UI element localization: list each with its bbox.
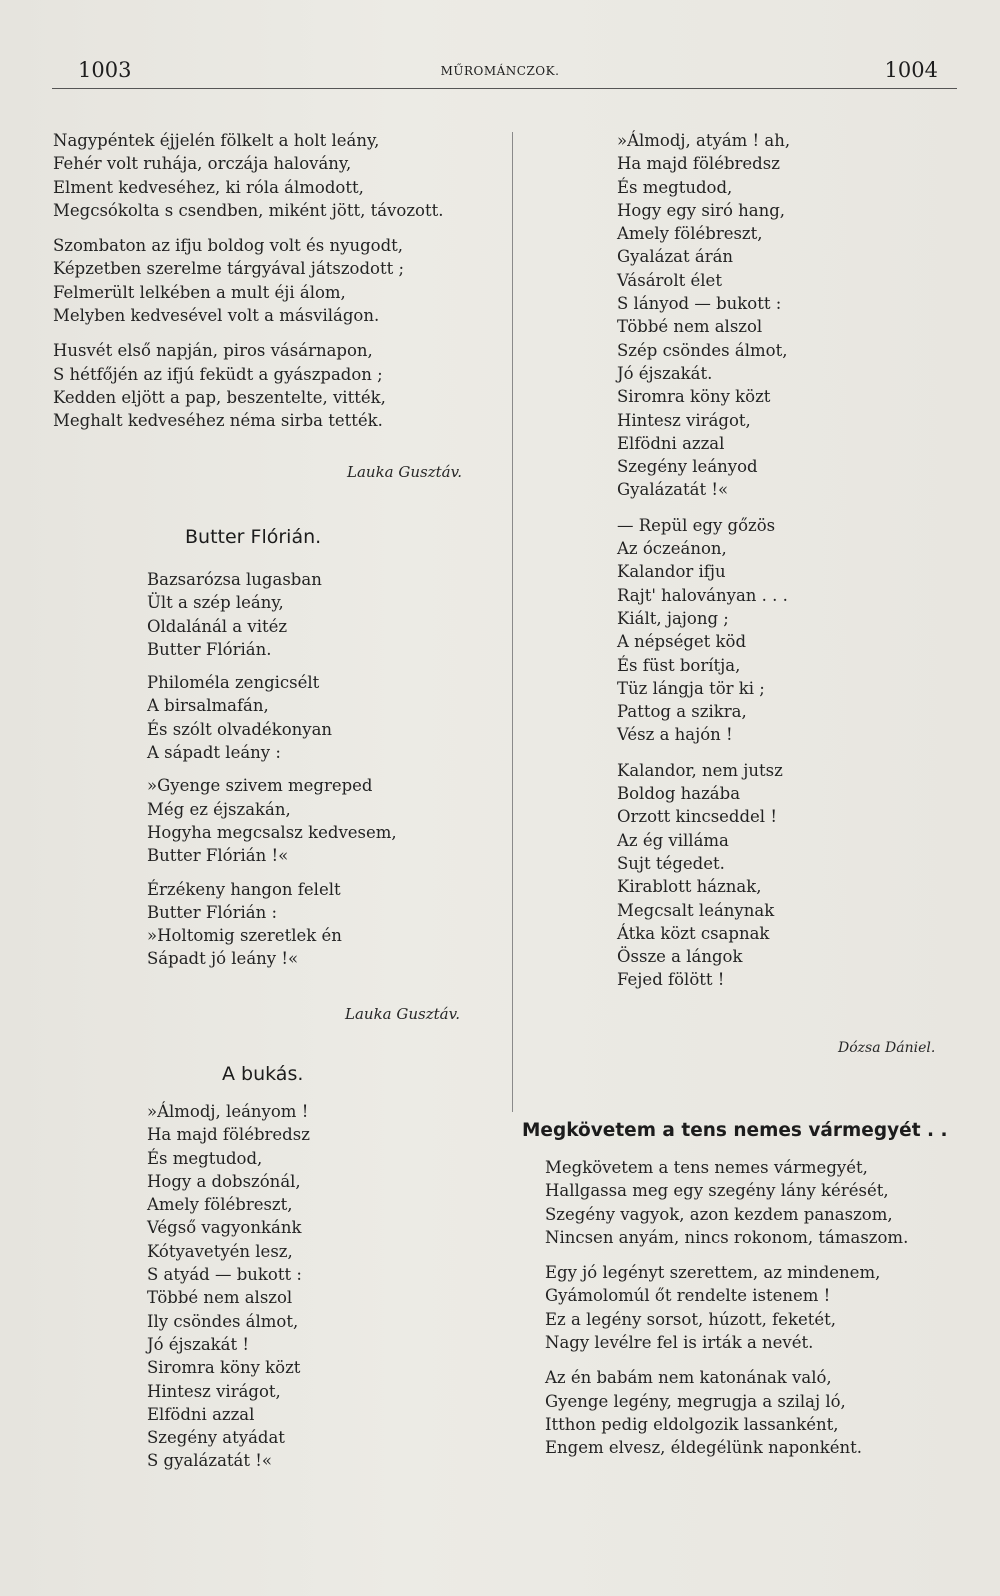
poem-line: Szombaton az ifju boldog volt és nyugodt, <box>53 236 404 256</box>
poem-line: Amely fölébreszt, <box>147 1195 293 1215</box>
poem-line: Kalandor ifju <box>617 562 726 582</box>
poem-line: Melyben kedvesével volt a másvilágon. <box>53 306 380 326</box>
right-page-number: 1004 <box>884 58 938 82</box>
poem-line: Ily csöndes álmot, <box>147 1311 299 1331</box>
signature-dozsa: Dózsa Dániel. <box>838 1040 936 1056</box>
poem-line: »Gyenge szivem megreped <box>147 776 373 796</box>
poem-line: Kalandor, nem jutsz <box>617 760 783 780</box>
signature-lauka-2: Lauka Gusztáv. <box>345 1005 461 1023</box>
poem-megkovetem <box>545 1156 908 1460</box>
poem-line: Nagy levélre fel is irták a nevét. <box>545 1333 814 1353</box>
poem-line: Hogy egy siró hang, <box>617 200 786 220</box>
column-divider <box>512 132 513 1112</box>
poem-line: Meghalt kedveséhez néma sirba tették. <box>53 411 383 431</box>
poem-line: Bazsarózsa lugasban <box>147 570 322 589</box>
poem-line: Philoméla zengicsélt <box>147 673 320 693</box>
poem-line: Gyalázatát !« <box>617 480 729 500</box>
header-rule <box>52 88 957 89</box>
poem-line: Hintesz virágot, <box>147 1381 281 1401</box>
poem-line: Amely fölébreszt, <box>617 224 763 244</box>
poem-line: Butter Flórián. <box>147 639 272 659</box>
title-butter-florian: Butter Flórián. <box>185 526 322 548</box>
poem-line: — Repül egy gőzös <box>617 515 776 535</box>
poem-line: Ez a legény sorsot, húzott, feketét, <box>545 1309 836 1329</box>
poem-line: Hogyha megcsalsz kedvesem, <box>147 822 397 842</box>
poem-line: Ha majd fölébredsz <box>147 1125 310 1145</box>
poem-line: Kiált, jajong ; <box>617 608 729 628</box>
left-page-number: 1003 <box>78 58 132 82</box>
poem-line: És füst borítja, <box>617 655 741 675</box>
poem-line: Kótyavetyén lesz, <box>147 1241 293 1261</box>
poem-line: S atyád — bukott : <box>147 1265 302 1285</box>
poem-line: Fehér volt ruhája, orczája halovány, <box>53 154 352 174</box>
poem-line: Orzott kincseddel ! <box>617 807 777 827</box>
poem-line: Nagypéntek éjjelén fölkelt a holt leány, <box>53 131 380 150</box>
title-megkovetem: Megkövetem a tens nemes vármegyét . . <box>522 1120 948 1141</box>
poem-line: Szegény leányod <box>617 457 758 477</box>
poem-line: Butter Flórián : <box>147 902 278 922</box>
poem-line: Hintesz virágot, <box>617 410 751 430</box>
poem-line: Pattog a szikra, <box>617 702 747 722</box>
poem-line: Gyenge legény, megrugja a szilaj ló, <box>545 1391 846 1411</box>
poem-line: A népséget köd <box>617 632 747 652</box>
poem-line: Itthon pedig eldolgozik lassanként, <box>545 1414 839 1434</box>
poem-line: Tüz lángja tör ki ; <box>617 678 765 698</box>
poem-line: Felmerült lelkében a mult éji álom, <box>53 282 346 302</box>
poem-line: S hétfőjén az ifjú feküdt a gyászpadon ; <box>53 364 383 384</box>
poem-line: Szegény atyádat <box>147 1428 285 1448</box>
poem-line: Hallgassa meg egy szegény lány kérését, <box>545 1181 889 1201</box>
poem-line: Többé nem alszol <box>147 1288 293 1308</box>
poem-line: Szegény vagyok, azon kezdem panaszom, <box>545 1204 893 1224</box>
poem-line: Megcsókolta s csendben, miként jött, távozott. <box>53 200 444 220</box>
poem-line: Érzékeny hangon felelt <box>147 879 341 899</box>
poem-line: Hogy a dobszónál, <box>147 1171 301 1191</box>
poem-line: Nincsen anyám, nincs rokonom, támaszom. <box>545 1227 909 1247</box>
poem-line: Husvét első napján, piros vásárnapon, <box>53 341 373 361</box>
poem-line: Boldog hazába <box>617 784 741 804</box>
poem-line: Siromra köny közt <box>147 1358 301 1378</box>
poem-line: És szólt olvadékonyan <box>147 719 333 739</box>
poem-line: Össze a lángok <box>617 947 743 967</box>
poem-line: Az én babám nem katonának való, <box>545 1368 832 1388</box>
poem-line: Siromra köny közt <box>617 387 771 407</box>
poem-line: S lányod — bukott : <box>617 294 782 314</box>
poem-line: Kirablott háznak, <box>617 877 762 897</box>
running-header: MŰROMÁNCZOK. <box>440 64 560 78</box>
poem-line: Ha majd fölébredsz <box>617 154 780 174</box>
poem-line: Szép csöndes álmot, <box>617 340 788 360</box>
poem-a-bukas <box>147 1100 310 1473</box>
poem-line: »Álmodj, atyám ! ah, <box>617 131 791 150</box>
poem-line: Kedden eljött a pap, beszentelte, vitték, <box>53 387 386 407</box>
poem-line: És megtudod, <box>617 177 733 197</box>
poem-line: Az óczeánon, <box>617 539 727 559</box>
poem-line: Gyalázat árán <box>617 247 734 267</box>
poem-line: Sápadt jó leány !« <box>147 949 299 969</box>
poem-line: Rajt' haloványan . . . <box>617 585 788 605</box>
poem-line: És megtudod, <box>147 1148 263 1168</box>
poem-line: Oldalánál a vitéz <box>147 616 288 636</box>
poem-line: S gyalázatát !« <box>147 1451 272 1471</box>
poem-line: Elfödni azzal <box>617 433 725 453</box>
poem-line: Végső vagyonkánk <box>147 1218 302 1238</box>
poem-line: Az ég villáma <box>617 830 729 850</box>
poem-line: Jó éjszakát. <box>617 363 713 383</box>
poem-line: Elfödni azzal <box>147 1404 255 1424</box>
poem-line: Fejed fölött ! <box>617 970 725 990</box>
poem-line: Megkövetem a tens nemes vármegyét, <box>545 1158 868 1177</box>
poem-line: Jó éjszakát ! <box>147 1334 250 1354</box>
poem-line: A sápadt leány : <box>147 743 281 763</box>
poem-line: Vész a hajón ! <box>617 725 733 745</box>
title-a-bukas: A bukás. <box>222 1063 304 1085</box>
poem-line: Megcsalt leánynak <box>617 900 775 920</box>
poem-line: Sujt tégedet. <box>617 853 725 873</box>
poem-line: Ült a szép leány, <box>147 593 284 613</box>
poem-line: »Holtomig szeretlek én <box>147 926 342 946</box>
poem-line: Elment kedveséhez, ki róla álmodott, <box>53 177 364 197</box>
poem-line: »Álmodj, leányom ! <box>147 1102 309 1121</box>
poem-a-bukas-continued <box>617 129 790 992</box>
poem-butter-florian <box>147 568 397 971</box>
poem-line: Képzetben szerelme tárgyával játszodott ; <box>53 259 405 279</box>
poem-line: Vásárolt élet <box>617 270 722 290</box>
poem-line: A birsalmafán, <box>147 696 269 716</box>
poem-line: Butter Flórián !« <box>147 846 289 866</box>
poem-line: Engem elvesz, éldegélünk naponként. <box>545 1438 862 1458</box>
poem-line: Többé nem alszol <box>617 317 763 337</box>
poem-nagypentek <box>53 129 443 433</box>
poem-line: Átka közt csapnak <box>617 923 770 943</box>
poem-line: Gyámolomúl őt rendelte istenem ! <box>545 1286 831 1306</box>
poem-line: Még ez éjszakán, <box>147 799 291 819</box>
poem-line: Egy jó legényt szerettem, az mindenem, <box>545 1263 881 1283</box>
signature-lauka-1: Lauka Gusztáv. <box>347 463 463 481</box>
